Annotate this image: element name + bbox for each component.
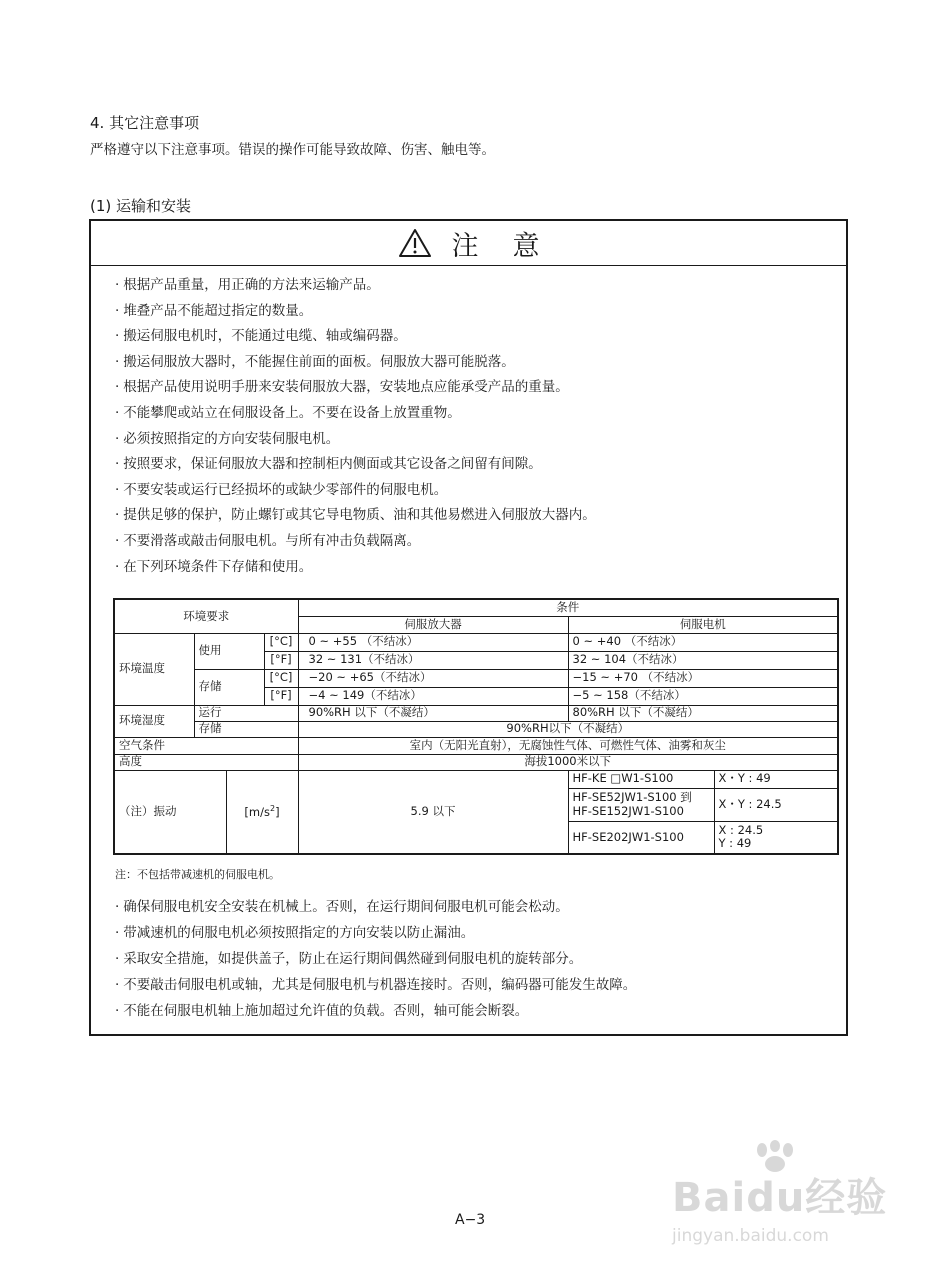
list-item: · 根据产品重量，用正确的方法来运输产品。 <box>115 273 596 299</box>
section-intro: 严格遵守以下注意事项。错误的操作可能导致故障、伤害、触电等。 <box>90 142 495 158</box>
vibration-unit: $[m/s^2]$ <box>226 770 298 854</box>
watermark <box>672 1140 902 1250</box>
list-item: · 按照要求，保证伺服放大器和控制柜内侧面或其它设备之间留有间隙。 <box>115 452 596 478</box>
row-label-vibration: （注）振动 <box>114 770 226 854</box>
motor-model: HF-KE □W1-S100 <box>568 770 714 788</box>
subsection-title: (1) 运输和安装 <box>90 197 192 215</box>
list-item: · 必须按照指定的方向安装伺服电机。 <box>115 427 596 453</box>
caution-list-bottom <box>115 894 636 1024</box>
header-conditions: 条件 <box>298 599 838 616</box>
cell-value: 海拔1000米以下 <box>298 754 838 770</box>
caution-list-top <box>115 273 596 580</box>
row-label-humidity: 环境湿度 <box>114 705 194 737</box>
list-item: · 根据产品使用说明手册来安装伺服放大器，安装地点应能承受产品的重量。 <box>115 375 596 401</box>
list-item: · 搬运伺服放大器时，不能握住前面的面板。伺服放大器可能脱落。 <box>115 350 596 376</box>
caution-box <box>89 219 848 1036</box>
cell-value: −15 ~ +70 （不结冰） <box>568 669 838 687</box>
row-label-temperature: 环境温度 <box>114 633 194 705</box>
cell-value: −5 ~ 158（不结冰） <box>568 687 838 705</box>
header-amplifier: 伺服放大器 <box>298 616 568 633</box>
unit-fahrenheit: [°F] <box>264 687 298 705</box>
label-use: 使用 <box>194 633 264 669</box>
label-storage: 存储 <box>194 721 298 737</box>
environment-table <box>113 598 839 855</box>
cell-value: 室内（无阳光直射），无腐蚀性气体、可燃性气体、油雾和灰尘 <box>298 737 838 754</box>
list-item: · 堆叠产品不能超过指定的数量。 <box>115 299 596 325</box>
header-env: 环境要求 <box>114 599 298 633</box>
vibration-value: X・Y : 24.5 <box>714 788 838 821</box>
row-label-altitude: 高度 <box>114 754 298 770</box>
list-item: · 不要敲击伺服电机或轴，尤其是伺服电机与机器连接时。否则，编码器可能发生故障。 <box>115 972 636 998</box>
label-run: 运行 <box>194 705 298 721</box>
cell-value: 0 ~ +40 （不结冰） <box>568 633 838 651</box>
cell-value: 32 ~ 131（不结冰） <box>298 651 568 669</box>
cell-value: −4 ~ 149（不结冰） <box>298 687 568 705</box>
motor-model: HF-SE52JW1-S100 到 HF-SE152JW1-S100 <box>568 788 714 821</box>
cell-value: 32 ~ 104（不结冰） <box>568 651 838 669</box>
list-item: · 不能攀爬或站立在伺服设备上。不要在设备上放置重物。 <box>115 401 596 427</box>
unit-celsius: [°C] <box>264 633 298 651</box>
row-label-air: 空气条件 <box>114 737 298 754</box>
caution-label: 注意 <box>451 230 574 262</box>
header-motor: 伺服电机 <box>568 616 838 633</box>
cell-value: 90%RH以下（不凝结） <box>298 721 838 737</box>
list-item: · 搬运伺服电机时，不能通过电缆、轴或编码器。 <box>115 324 596 350</box>
section-title: 4. 其它注意事项 <box>90 114 200 132</box>
cell-value: 5.9 以下 <box>298 770 568 854</box>
cell-value: 0 ~ +55 （不结冰） <box>298 633 568 651</box>
watermark-url: jingyan.baidu.com <box>672 1226 829 1246</box>
watermark-brand: Baidu经验 <box>672 1175 888 1221</box>
list-item: · 确保伺服电机安全安装在机械上。否则，在运行期间伺服电机可能会松动。 <box>115 894 636 920</box>
cell-value: −20 ~ +65（不结冰） <box>298 669 568 687</box>
warning-triangle-icon <box>398 228 432 258</box>
vibration-value: X : 24.5 Y : 49 <box>714 821 838 854</box>
unit-celsius: [°C] <box>264 669 298 687</box>
list-item: · 提供足够的保护，防止螺钉或其它导电物质、油和其他易燃进入伺服放大器内。 <box>115 503 596 529</box>
list-item: · 采取安全措施，如提供盖子，防止在运行期间偶然碰到伺服电机的旋转部分。 <box>115 946 636 972</box>
unit-fahrenheit: [°F] <box>264 651 298 669</box>
list-item: · 不要安装或运行已经损坏的或缺少零部件的伺服电机。 <box>115 478 596 504</box>
cell-value: 90%RH 以下（不凝结） <box>298 705 568 721</box>
page-number: A−3 <box>455 1212 486 1228</box>
cell-value: 80%RH 以下（不凝结） <box>568 705 838 721</box>
table-note: 注：不包括带减速机的伺服电机。 <box>115 868 280 881</box>
list-item: · 带减速机的伺服电机必须按照指定的方向安装以防止漏油。 <box>115 920 636 946</box>
list-item: · 在下列环境条件下存储和使用。 <box>115 555 596 581</box>
vibration-value: X・Y : 49 <box>714 770 838 788</box>
label-storage: 存储 <box>194 669 264 705</box>
motor-model: HF-SE202JW1-S100 <box>568 821 714 854</box>
list-item: · 不要滑落或敲击伺服电机。与所有冲击负载隔离。 <box>115 529 596 555</box>
caution-header <box>91 221 846 266</box>
list-item: · 不能在伺服电机轴上施加超过允许值的负载。否则，轴可能会断裂。 <box>115 998 636 1024</box>
